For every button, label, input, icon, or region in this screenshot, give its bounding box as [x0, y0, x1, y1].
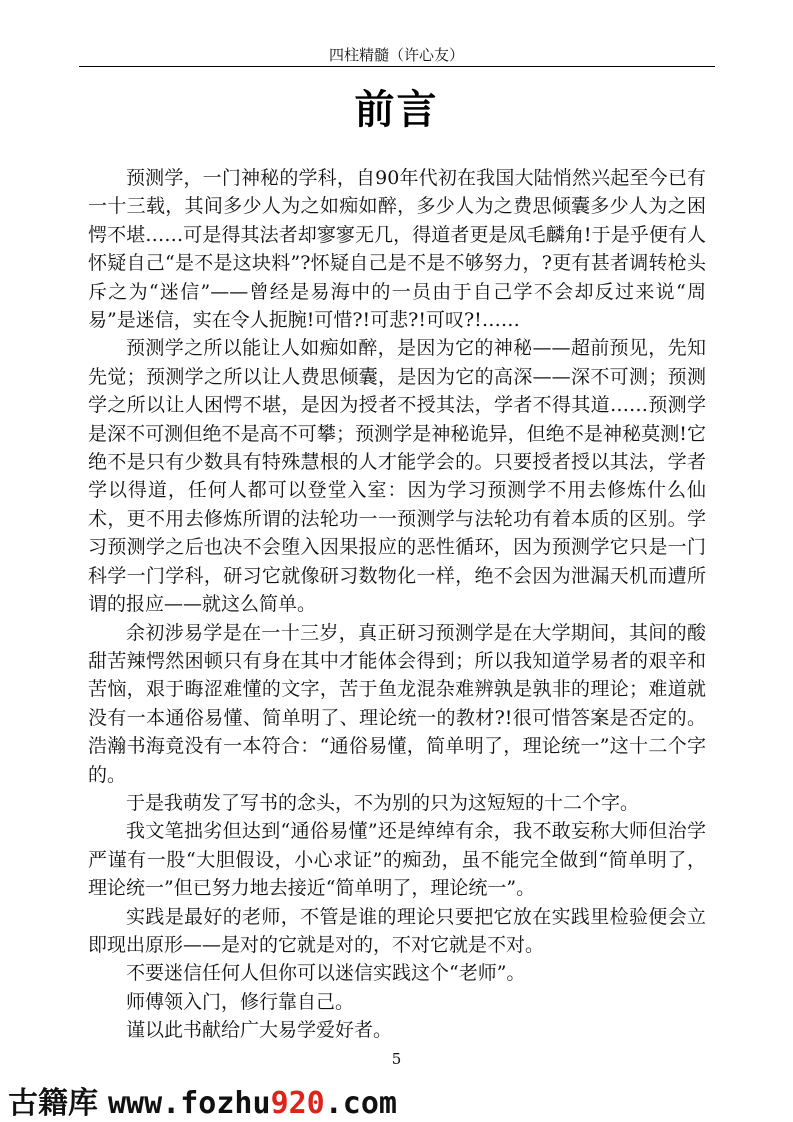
- watermark-url-suffix: .com: [324, 1086, 397, 1121]
- page-title: 前言: [354, 87, 439, 133]
- paragraph: 预测学之所以能让人如痴如醉，是因为它的神秘——超前预见，先知先觉；预测学之所以让人费思倾囊，是因为它的高深——深不可测；预测学之所以让人困愕不堪，是因为授者不授其法，学者不得其道……预测学是深不可测但绝不是高不可攀；预测学是神秘诡异，但绝不是神秘莫测!它绝不是只有少数具有特殊慧根的人才能学会的。只要授者授以其法，学者学以得道，任何人都可以登堂入室：因为学习预测学不用去修炼什么仙术，更不用去修炼所谓的法轮功一一预测学与法轮功有着本质的区别。学习预测学之后也决不会堕入因果报应的恶性循环，因为预测学它只是一门科学一门学科，研习它就像研习数物化一样，绝不会因为泄漏天机而遭所谓的报应——就这么简单。: [88, 337, 706, 616]
- body-text: [88, 164, 706, 1045]
- watermark-url-digits: 920: [270, 1086, 325, 1121]
- running-head: 四柱精髓（许心友）: [328, 46, 464, 64]
- watermark-label: 古籍库: [8, 1086, 98, 1121]
- header-rule: [79, 66, 715, 67]
- paragraph: 谨以此书献给广大易学爱好者。: [126, 1019, 393, 1042]
- paragraph: 于是我萌发了写书的念头，不为别的只为这短短的十二个字。: [126, 791, 640, 814]
- watermark: [8, 1078, 397, 1122]
- paragraph: 我文笔拙劣但达到“通俗易懂”还是绰绰有余，我不敢妄称大师但治学严谨有一股“大胆假设，小心求证”的痴劲，虽不能完全做到“简单明了，理论统一”但已努力地去接近“简单明了，理论统一”。: [88, 820, 706, 900]
- paragraph: 预测学，一门神秘的学科，自90年代初在我国大陆悄然兴起至今已有一十三载，其间多少人为之如痴如醉，多少人为之费思倾囊多少人为之困愕不堪……可是得其法者却寥寥无几，得道者更是凤毛麟角!于是乎便有人怀疑自己“是不是这块料”?怀疑自己是不是不够努力，?更有甚者调转枪头斥之为“迷信”——曾经是易海中的一员由于自己学不会却反过来说“周易”是迷信，实在令人扼腕!可惜?!可悲?!可叹?!……: [88, 167, 706, 332]
- paragraph: 不要迷信任何人但你可以迷信实践这个“老师”。: [126, 962, 526, 985]
- watermark-url-prefix: www.fozhu: [108, 1086, 271, 1121]
- paragraph: 师傅领入门，修行靠自己。: [126, 990, 355, 1013]
- page-number: 5: [391, 1050, 402, 1068]
- paragraph: 余初涉易学是在一十三岁，真正研习预测学是在大学期间，其间的酸甜苦辣愕然困顿只有身在其中才能体会得到；所以我知道学易者的艰辛和苦恼，艰于晦涩难懂的文字，苦于鱼龙混杂难辨孰是孰非的理论；难道就没有一本通俗易懂、简单明了、理论统一的教材?!很可惜答案是否定的。浩瀚书海竟没有一本符合：“通俗易懂，简单明了，理论统一”这十二个字的。: [88, 621, 706, 786]
- paragraph: 实践是最好的老师，不管是谁的理论只要把它放在实践里检验便会立即现出原形——是对的它就是对的，不对它就是不对。: [88, 905, 706, 956]
